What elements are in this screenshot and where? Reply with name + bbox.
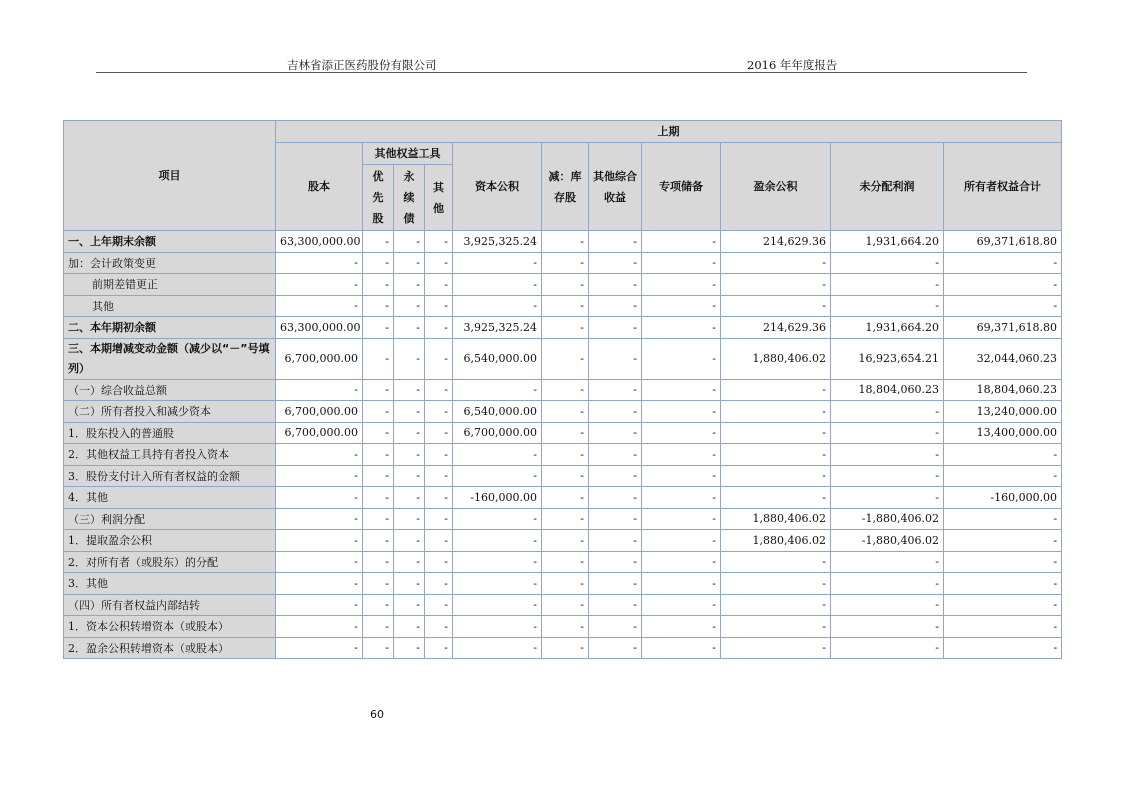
table-cell: 69,371,618.80 bbox=[944, 231, 1062, 253]
table-cell: -1,880,406.02 bbox=[831, 530, 944, 552]
table-cell: 214,629.36 bbox=[721, 317, 831, 339]
table-cell: - bbox=[642, 422, 721, 444]
row-label: 3．其他 bbox=[64, 573, 276, 595]
row-label: 其他 bbox=[64, 295, 276, 317]
table-cell: - bbox=[276, 274, 363, 296]
table-row bbox=[64, 573, 1062, 595]
table-cell: - bbox=[589, 338, 642, 379]
table-cell: - bbox=[453, 444, 542, 466]
company-name: 吉林省添正医药股份有限公司 bbox=[287, 58, 437, 72]
table-cell: - bbox=[589, 616, 642, 638]
row-label: 2．其他权益工具持有者投入资本 bbox=[64, 444, 276, 466]
row-label: （一）综合收益总额 bbox=[64, 379, 276, 401]
table-cell: 16,923,654.21 bbox=[831, 338, 944, 379]
table-cell: - bbox=[276, 573, 363, 595]
row-label: 3．股份支付计入所有者权益的金额 bbox=[64, 465, 276, 487]
table-cell: - bbox=[721, 295, 831, 317]
table-cell: - bbox=[589, 401, 642, 423]
table-cell: - bbox=[542, 401, 589, 423]
table-cell: - bbox=[363, 422, 394, 444]
table-cell: - bbox=[425, 317, 453, 339]
table-cell: - bbox=[589, 274, 642, 296]
table-cell: - bbox=[642, 616, 721, 638]
table-cell: - bbox=[394, 465, 425, 487]
row-label: 加：会计政策变更 bbox=[64, 252, 276, 274]
table-cell: 1,931,664.20 bbox=[831, 231, 944, 253]
table-cell: - bbox=[721, 401, 831, 423]
row-label: 二、本年期初余额 bbox=[64, 317, 276, 339]
table-cell: 69,371,618.80 bbox=[944, 317, 1062, 339]
table-cell: - bbox=[394, 444, 425, 466]
table-cell: - bbox=[276, 444, 363, 466]
table-row bbox=[64, 444, 1062, 466]
table-cell: - bbox=[425, 637, 453, 659]
table-cell: - bbox=[276, 465, 363, 487]
table-cell: - bbox=[944, 637, 1062, 659]
table-cell: - bbox=[542, 338, 589, 379]
table-cell: -160,000.00 bbox=[453, 487, 542, 509]
page-number: 60 bbox=[370, 708, 384, 721]
header-total-equity: 所有者权益合计 bbox=[944, 143, 1062, 231]
table-cell: - bbox=[721, 487, 831, 509]
row-label: 1．资本公积转增资本（或股本） bbox=[64, 616, 276, 638]
table-cell: - bbox=[453, 274, 542, 296]
header-oci: 其他综合收益 bbox=[589, 143, 642, 231]
table-row bbox=[64, 295, 1062, 317]
table-cell: 1,931,664.20 bbox=[831, 317, 944, 339]
table-cell: - bbox=[363, 594, 394, 616]
table-cell: - bbox=[394, 508, 425, 530]
table-cell: - bbox=[394, 252, 425, 274]
table-cell: - bbox=[721, 594, 831, 616]
table-cell: 13,240,000.00 bbox=[944, 401, 1062, 423]
table-cell: - bbox=[589, 444, 642, 466]
report-title: 2016 年年度报告 bbox=[747, 58, 838, 72]
table-cell: -1,880,406.02 bbox=[831, 508, 944, 530]
table-cell: - bbox=[394, 317, 425, 339]
table-cell: - bbox=[642, 444, 721, 466]
table-cell: - bbox=[363, 252, 394, 274]
table-cell: - bbox=[453, 551, 542, 573]
table-cell: - bbox=[589, 252, 642, 274]
table-cell: - bbox=[721, 551, 831, 573]
table-cell: - bbox=[425, 573, 453, 595]
table-cell: - bbox=[425, 508, 453, 530]
table-cell: - bbox=[276, 252, 363, 274]
table-cell: 6,540,000.00 bbox=[453, 338, 542, 379]
table-cell: - bbox=[542, 616, 589, 638]
table-cell: - bbox=[425, 616, 453, 638]
table-cell: - bbox=[589, 295, 642, 317]
table-cell: - bbox=[831, 295, 944, 317]
table-body bbox=[64, 231, 1062, 659]
row-label: 4．其他 bbox=[64, 487, 276, 509]
table-cell: - bbox=[642, 465, 721, 487]
table-cell: - bbox=[721, 573, 831, 595]
table-cell: - bbox=[589, 379, 642, 401]
table-cell: - bbox=[363, 551, 394, 573]
table-cell: - bbox=[589, 551, 642, 573]
table-cell: - bbox=[831, 551, 944, 573]
table-cell: - bbox=[425, 487, 453, 509]
table-cell: - bbox=[721, 637, 831, 659]
table-cell: - bbox=[453, 508, 542, 530]
table-cell: - bbox=[642, 379, 721, 401]
table-cell: - bbox=[276, 295, 363, 317]
table-cell: - bbox=[394, 616, 425, 638]
table-cell: - bbox=[831, 252, 944, 274]
table-cell: - bbox=[453, 530, 542, 552]
table-cell: 1,880,406.02 bbox=[721, 508, 831, 530]
header-preferred: 优先股 bbox=[363, 165, 394, 231]
table-cell: - bbox=[831, 422, 944, 444]
row-label: 一、上年期末余额 bbox=[64, 231, 276, 253]
table-cell: 6,540,000.00 bbox=[453, 401, 542, 423]
table-cell: 6,700,000.00 bbox=[453, 422, 542, 444]
table-cell: - bbox=[453, 295, 542, 317]
table-cell: - bbox=[394, 487, 425, 509]
table-cell: - bbox=[453, 252, 542, 274]
header-perpetual: 永续债 bbox=[394, 165, 425, 231]
table-cell: - bbox=[542, 487, 589, 509]
table-cell: - bbox=[394, 379, 425, 401]
table-cell: - bbox=[542, 379, 589, 401]
table-cell: - bbox=[542, 637, 589, 659]
table-cell: - bbox=[453, 594, 542, 616]
table-cell: 63,300,000.00 bbox=[276, 231, 363, 253]
table-cell: - bbox=[394, 530, 425, 552]
row-label: 2．对所有者（或股东）的分配 bbox=[64, 551, 276, 573]
table-cell: - bbox=[642, 338, 721, 379]
table-cell: - bbox=[394, 295, 425, 317]
table-cell: - bbox=[831, 573, 944, 595]
table-cell: - bbox=[394, 231, 425, 253]
table-cell: - bbox=[394, 594, 425, 616]
table-cell: - bbox=[831, 274, 944, 296]
table-cell: - bbox=[276, 637, 363, 659]
table-cell: - bbox=[276, 508, 363, 530]
table-row bbox=[64, 231, 1062, 253]
table-cell: 1,880,406.02 bbox=[721, 338, 831, 379]
table-cell: - bbox=[831, 465, 944, 487]
table-cell: - bbox=[394, 401, 425, 423]
table-header bbox=[64, 121, 1062, 231]
table-cell: - bbox=[944, 295, 1062, 317]
table-cell: - bbox=[542, 231, 589, 253]
row-label: （二）所有者投入和减少资本 bbox=[64, 401, 276, 423]
table-cell: - bbox=[944, 573, 1062, 595]
table-cell: - bbox=[642, 252, 721, 274]
table-cell: - bbox=[394, 551, 425, 573]
header-item: 项目 bbox=[64, 121, 276, 231]
table-cell: - bbox=[944, 508, 1062, 530]
table-cell: - bbox=[363, 487, 394, 509]
table-cell: - bbox=[425, 274, 453, 296]
table-cell: - bbox=[589, 465, 642, 487]
table-cell: 214,629.36 bbox=[721, 231, 831, 253]
table-cell: - bbox=[425, 422, 453, 444]
table-cell: - bbox=[542, 530, 589, 552]
table-row bbox=[64, 422, 1062, 444]
table-cell: - bbox=[831, 637, 944, 659]
header-rule bbox=[96, 72, 1027, 73]
table-row bbox=[64, 637, 1062, 659]
table-cell: - bbox=[831, 401, 944, 423]
table-cell: - bbox=[642, 317, 721, 339]
row-label: （三）利润分配 bbox=[64, 508, 276, 530]
table-cell: - bbox=[425, 530, 453, 552]
table-cell: - bbox=[542, 444, 589, 466]
table-cell: - bbox=[642, 401, 721, 423]
table-row bbox=[64, 274, 1062, 296]
header-surplus-reserve: 盈余公积 bbox=[721, 143, 831, 231]
table-cell: - bbox=[542, 252, 589, 274]
table-cell: 3,925,325.24 bbox=[453, 317, 542, 339]
table-cell: - bbox=[363, 508, 394, 530]
table-cell: - bbox=[542, 274, 589, 296]
table-cell: - bbox=[642, 274, 721, 296]
table-cell: - bbox=[589, 317, 642, 339]
table-cell: - bbox=[831, 594, 944, 616]
table-cell: - bbox=[425, 295, 453, 317]
table-cell: - bbox=[425, 551, 453, 573]
table-cell: - bbox=[944, 530, 1062, 552]
table-cell: - bbox=[542, 295, 589, 317]
table-cell: - bbox=[363, 338, 394, 379]
table-cell: - bbox=[589, 231, 642, 253]
row-label: 前期差错更正 bbox=[64, 274, 276, 296]
table-cell: - bbox=[721, 252, 831, 274]
table-cell: - bbox=[425, 379, 453, 401]
table-cell: - bbox=[642, 530, 721, 552]
table-cell: - bbox=[944, 594, 1062, 616]
table-cell: - bbox=[542, 465, 589, 487]
table-row bbox=[64, 508, 1062, 530]
table-cell: - bbox=[831, 616, 944, 638]
table-cell: - bbox=[642, 594, 721, 616]
table-cell: - bbox=[721, 616, 831, 638]
table-cell: - bbox=[453, 573, 542, 595]
table-cell: - bbox=[589, 530, 642, 552]
table-cell: - bbox=[276, 616, 363, 638]
header-capital-reserve: 资本公积 bbox=[453, 143, 542, 231]
table-cell: 18,804,060.23 bbox=[831, 379, 944, 401]
table-cell: - bbox=[642, 551, 721, 573]
table-cell: 13,400,000.00 bbox=[944, 422, 1062, 444]
table-cell: - bbox=[831, 444, 944, 466]
header-share-capital: 股本 bbox=[276, 143, 363, 231]
table-row bbox=[64, 252, 1062, 274]
table-cell: - bbox=[944, 616, 1062, 638]
header-period: 上期 bbox=[276, 121, 1062, 143]
table-cell: - bbox=[453, 379, 542, 401]
table-cell: - bbox=[642, 573, 721, 595]
table-cell: - bbox=[721, 444, 831, 466]
table-cell: 3,925,325.24 bbox=[453, 231, 542, 253]
table-cell: - bbox=[363, 573, 394, 595]
table-cell: - bbox=[394, 338, 425, 379]
table-cell: 6,700,000.00 bbox=[276, 338, 363, 379]
table-cell: 63,300,000.00 bbox=[276, 317, 363, 339]
table-row bbox=[64, 338, 1062, 379]
table-cell: - bbox=[589, 573, 642, 595]
table-cell: - bbox=[276, 594, 363, 616]
table-row bbox=[64, 616, 1062, 638]
table-cell: - bbox=[542, 508, 589, 530]
table-cell: - bbox=[276, 530, 363, 552]
table-cell: - bbox=[276, 551, 363, 573]
table-cell: - bbox=[944, 274, 1062, 296]
table-cell: - bbox=[363, 401, 394, 423]
table-cell: - bbox=[425, 444, 453, 466]
table-cell: - bbox=[944, 465, 1062, 487]
table-cell: - bbox=[721, 274, 831, 296]
table-cell: - bbox=[721, 379, 831, 401]
table-cell: - bbox=[642, 295, 721, 317]
table-cell: - bbox=[394, 422, 425, 444]
table-cell: - bbox=[425, 338, 453, 379]
table-cell: - bbox=[425, 231, 453, 253]
table-cell: - bbox=[363, 379, 394, 401]
table-cell: - bbox=[394, 573, 425, 595]
table-cell: - bbox=[542, 422, 589, 444]
table-cell: - bbox=[363, 274, 394, 296]
table-cell: 6,700,000.00 bbox=[276, 401, 363, 423]
table-cell: - bbox=[721, 422, 831, 444]
row-label: 1．提取盈余公积 bbox=[64, 530, 276, 552]
table-cell: - bbox=[944, 444, 1062, 466]
table-row bbox=[64, 317, 1062, 339]
table-cell: - bbox=[363, 231, 394, 253]
table-cell: - bbox=[642, 231, 721, 253]
header-treasury-stock: 减：库存股 bbox=[542, 143, 589, 231]
table-cell: - bbox=[642, 487, 721, 509]
table-cell: - bbox=[542, 551, 589, 573]
table-cell: - bbox=[589, 637, 642, 659]
row-label: （四）所有者权益内部结转 bbox=[64, 594, 276, 616]
table-cell: - bbox=[363, 465, 394, 487]
table-cell: 18,804,060.23 bbox=[944, 379, 1062, 401]
table-cell: - bbox=[394, 637, 425, 659]
table-cell: - bbox=[721, 465, 831, 487]
table-cell: - bbox=[425, 465, 453, 487]
row-label: 2．盈余公积转增资本（或股本） bbox=[64, 637, 276, 659]
table-cell: - bbox=[589, 487, 642, 509]
table-cell: - bbox=[542, 594, 589, 616]
table-cell: 32,044,060.23 bbox=[944, 338, 1062, 379]
table-cell: - bbox=[363, 317, 394, 339]
table-row bbox=[64, 379, 1062, 401]
table-cell: - bbox=[425, 594, 453, 616]
table-cell: 1,880,406.02 bbox=[721, 530, 831, 552]
table-cell: - bbox=[642, 508, 721, 530]
table-cell: - bbox=[394, 274, 425, 296]
table-cell: - bbox=[425, 252, 453, 274]
table-cell: - bbox=[363, 530, 394, 552]
table-cell: - bbox=[276, 487, 363, 509]
table-row bbox=[64, 551, 1062, 573]
row-label: 三、本期增减变动金额（减少以“－”号填列） bbox=[64, 338, 276, 379]
table-cell: - bbox=[453, 616, 542, 638]
table-cell: - bbox=[363, 295, 394, 317]
table-cell: - bbox=[363, 616, 394, 638]
table-cell: - bbox=[589, 508, 642, 530]
table-cell: - bbox=[453, 465, 542, 487]
equity-change-table bbox=[63, 120, 1062, 659]
table-cell: - bbox=[453, 637, 542, 659]
header-other-equity-instruments: 其他权益工具 bbox=[363, 143, 453, 165]
table-row bbox=[64, 487, 1062, 509]
table-cell: - bbox=[363, 637, 394, 659]
table-cell: - bbox=[589, 594, 642, 616]
table-cell: - bbox=[363, 444, 394, 466]
table-cell: - bbox=[542, 317, 589, 339]
table-cell: - bbox=[276, 379, 363, 401]
header-undistributed-profit: 未分配利润 bbox=[831, 143, 944, 231]
table-cell: 6,700,000.00 bbox=[276, 422, 363, 444]
table-cell: - bbox=[425, 401, 453, 423]
table-cell: - bbox=[944, 551, 1062, 573]
table-cell: - bbox=[944, 252, 1062, 274]
table-row bbox=[64, 401, 1062, 423]
table-row bbox=[64, 594, 1062, 616]
header-special-reserve: 专项储备 bbox=[642, 143, 721, 231]
table-cell: - bbox=[589, 422, 642, 444]
table-cell: - bbox=[831, 487, 944, 509]
row-label: 1．股东投入的普通股 bbox=[64, 422, 276, 444]
header-other: 其他 bbox=[425, 165, 453, 231]
table-cell: -160,000.00 bbox=[944, 487, 1062, 509]
table-row bbox=[64, 530, 1062, 552]
table-cell: - bbox=[542, 573, 589, 595]
table-cell: - bbox=[642, 637, 721, 659]
table-row bbox=[64, 465, 1062, 487]
